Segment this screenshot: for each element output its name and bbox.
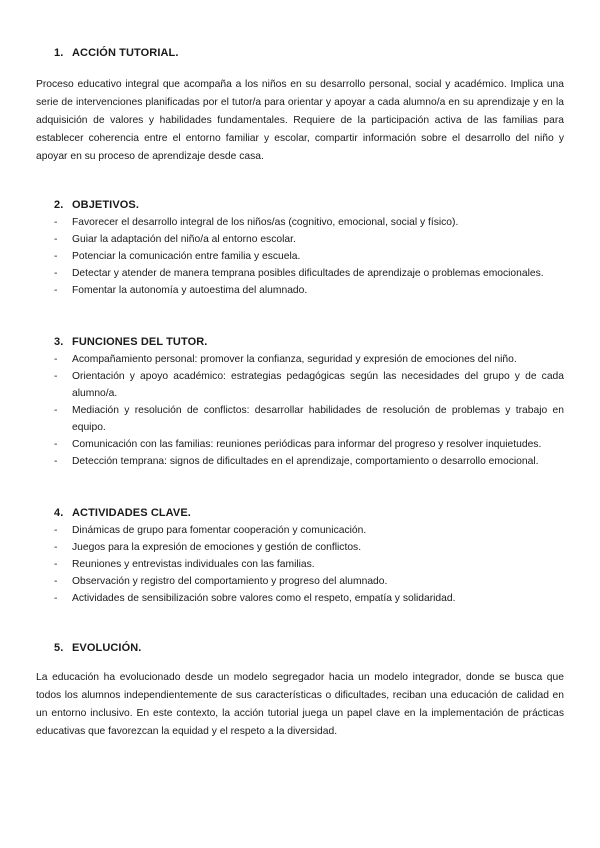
list-item: - Fomentar la autonomía y autoestima del alumnado.	[36, 282, 564, 299]
list-item: - Juegos para la expresión de emociones y gestión de conflictos.	[36, 539, 564, 556]
section-actividades-clave	[36, 504, 564, 607]
section-funciones-del-tutor	[36, 333, 564, 470]
dash-bullet: -	[54, 268, 58, 279]
dash-bullet: -	[54, 542, 58, 553]
section-paragraph: Proceso educativo integral que acompaña a los niños en su desarrollo personal, social y académico. Implica una serie de intervenciones planificadas por el tutor/a para orientar y apoyar a cada alumno/a en su aprendizaje y en la adquisición de valores y habilidades fundamentales. Requiere de la participación activa de las familias para establecer coherencia entre el entorno familiar y escolar, compartir información sobre el desarrollo del niño y apoyar en su proceso de aprendizaje desde casa.	[36, 79, 564, 162]
section-title: OBJETIVOS.	[72, 199, 140, 211]
list-item: - Orientación y apoyo académico: estrategias pedagógicas según las necesidades del grupo y de cada alumno/a.	[36, 368, 564, 402]
dash-bullet: -	[54, 217, 58, 228]
section-number: 5.	[54, 642, 64, 654]
list-item: - Detectar y atender de manera temprana posibles dificultades de aprendizaje o problemas emocionales.	[36, 265, 564, 282]
section-heading	[54, 196, 564, 214]
objetivos-list	[36, 214, 564, 299]
section-heading	[54, 333, 564, 351]
list-item: - Reuniones y entrevistas individuales con las familias.	[36, 556, 564, 573]
dash-bullet: -	[54, 371, 58, 382]
dash-bullet: -	[54, 439, 58, 450]
dash-bullet: -	[54, 576, 58, 587]
section-number: 2.	[54, 199, 64, 211]
dash-bullet: -	[54, 559, 58, 570]
list-item: - Dinámicas de grupo para fomentar cooperación y comunicación.	[36, 522, 564, 539]
dash-bullet: -	[54, 593, 58, 604]
dash-bullet: -	[54, 525, 58, 536]
section-title: ACTIVIDADES CLAVE.	[72, 507, 191, 519]
list-item: - Favorecer el desarrollo integral de los niños/as (cognitivo, emocional, social y físico).	[36, 214, 564, 231]
section-paragraph: La educación ha evolucionado desde un modelo segregador hacia un modelo integrador, donde se busca que todos los alumnos independientemente de sus características o dificultades, reciban una educación de calidad en un entorno inclusivo. En este contexto, la acción tutorial juega un papel clave en la implementación de prácticas educativas que favorezcan la equidad y el respeto a la diversidad.	[36, 672, 564, 737]
section-objetivos	[36, 196, 564, 299]
dash-bullet: -	[54, 405, 58, 416]
section-title: EVOLUCIÓN.	[72, 642, 142, 654]
section-title: FUNCIONES DEL TUTOR.	[72, 336, 208, 348]
list-item: - Comunicación con las familias: reuniones periódicas para informar del progreso y resolver inquietudes.	[36, 436, 564, 453]
list-item: - Detección temprana: signos de dificultades en el aprendizaje, comportamiento o desarrollo emocional.	[36, 453, 564, 470]
section-number: 3.	[54, 336, 64, 348]
section-number: 1.	[54, 47, 64, 59]
section-heading	[54, 504, 564, 522]
list-item: - Observación y registro del comportamiento y progreso del alumnado.	[36, 573, 564, 590]
list-item: - Actividades de sensibilización sobre valores como el respeto, empatía y solidaridad.	[36, 590, 564, 607]
dash-bullet: -	[54, 354, 58, 365]
section-number: 4.	[54, 507, 64, 519]
section-heading	[54, 639, 564, 657]
dash-bullet: -	[54, 456, 58, 467]
section-title: ACCIÓN TUTORIAL.	[72, 47, 179, 59]
section-evolucion	[36, 639, 564, 741]
funciones-list	[36, 351, 564, 470]
actividades-list	[36, 522, 564, 607]
dash-bullet: -	[54, 234, 58, 245]
dash-bullet: -	[54, 251, 58, 262]
dash-bullet: -	[54, 285, 58, 296]
list-item: - Mediación y resolución de conflictos: desarrollar habilidades de resolución de problemas y trabajo en equipo.	[36, 402, 564, 436]
list-item: - Acompañamiento personal: promover la confianza, seguridad y expresión de emociones del niño.	[36, 351, 564, 368]
list-item: - Potenciar la comunicación entre familia y escuela.	[36, 248, 564, 265]
section-accion-tutorial	[36, 44, 564, 166]
list-item: - Guiar la adaptación del niño/a al entorno escolar.	[36, 231, 564, 248]
section-heading	[54, 44, 564, 62]
